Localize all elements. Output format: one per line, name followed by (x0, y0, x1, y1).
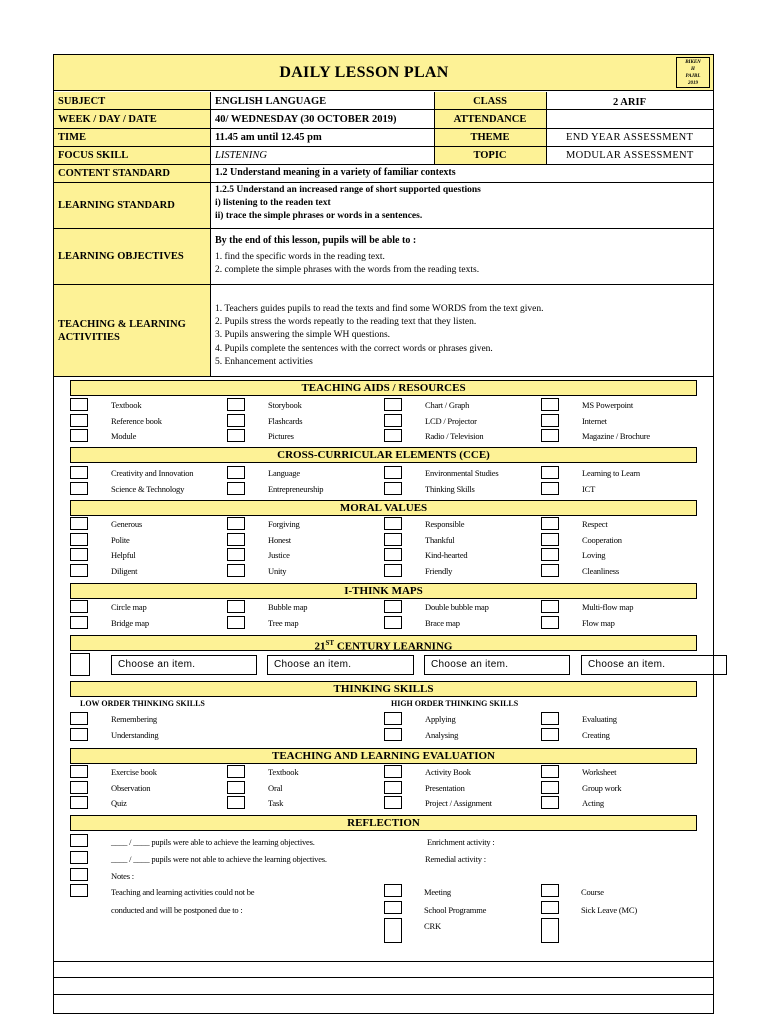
stamp-line: H (691, 67, 695, 72)
evaluation-checkbox[interactable] (70, 796, 88, 809)
evaluation-checkbox[interactable] (227, 796, 245, 809)
evaluation-checkbox[interactable] (541, 781, 559, 794)
evaluation-label: Quiz (111, 798, 127, 808)
century-choice-3[interactable]: Choose an item. (424, 655, 570, 675)
objective-line: 1. find the specific words in the reading text. (215, 252, 385, 262)
teaching-aid-label: Module (111, 431, 137, 441)
moral-value-checkbox[interactable] (70, 548, 88, 561)
learning-standard-label: LEARNING STANDARD (58, 200, 175, 211)
evaluation-label: Exercise book (111, 767, 157, 777)
ithink-map-checkbox[interactable] (541, 600, 559, 613)
topic-value: MODULAR ASSESSMENT (566, 150, 694, 161)
thinking-skills-header: THINKING SKILLS (70, 681, 697, 697)
notes-label: Notes : (111, 871, 134, 881)
thinking-skill-label: Evaluating (582, 714, 617, 724)
century-title-sup: ST (325, 639, 335, 647)
class-label: CLASS (473, 96, 507, 107)
reason-meeting: Meeting (424, 887, 451, 897)
moral-value-label: Cleanliness (582, 565, 619, 576)
ithink-map-label: Brace map (425, 617, 460, 628)
crk-checkbox[interactable] (384, 918, 402, 943)
thinking-skill-label: Applying (425, 714, 456, 724)
evaluation-label: Observation (111, 782, 151, 793)
content-standard-value: 1.2 Understand meaning in a variety of familiar contexts (215, 167, 456, 178)
cce-label: Creativity and Innovation (111, 468, 194, 478)
evaluation-header: TEACHING AND LEARNING EVALUATION (70, 748, 697, 764)
teaching-aid-label: Storybook (268, 400, 302, 410)
ithink-map-label: Tree map (268, 617, 299, 628)
evaluation-checkbox[interactable] (227, 781, 245, 794)
moral-value-label: Generous (111, 519, 142, 529)
thinking-skill-checkbox[interactable] (70, 728, 88, 741)
teaching-aid-label: Radio / Television (425, 431, 484, 441)
teaching-aid-label: MS Powerpoint (582, 400, 634, 410)
moral-value-label: Justice (268, 550, 290, 560)
cce-checkbox[interactable] (70, 466, 88, 479)
cce-checkbox[interactable] (541, 482, 559, 495)
moral-value-checkbox[interactable] (227, 564, 245, 577)
objective-line: 2. complete the simple phrases with the words from the reading texts. (215, 265, 480, 275)
moral-value-label: Honest (268, 534, 291, 545)
century-title-rest: CENTURY LEARNING (334, 640, 453, 653)
time-label: TIME (58, 132, 87, 143)
evaluation-label: Task (268, 798, 284, 808)
evaluation-checkbox[interactable] (384, 781, 402, 794)
century-title-main: 21 (314, 640, 326, 653)
evaluation-checkbox[interactable] (384, 765, 402, 778)
moral-value-checkbox[interactable] (384, 548, 402, 561)
learning-standard-text (215, 184, 481, 223)
evaluation-label: Project / Assignment (425, 798, 492, 808)
meeting-checkbox[interactable] (384, 884, 402, 897)
moral-value-checkbox[interactable] (384, 564, 402, 577)
ithink-header: I-THINK MAPS (70, 583, 697, 599)
teaching-aid-label: Chart / Graph (425, 400, 470, 410)
activity-line: 5. Enhancement activities (215, 356, 313, 367)
reason-course: Course (581, 887, 604, 897)
cce-label: ICT (582, 483, 596, 494)
teaching-aids-header: TEACHING AIDS / RESOURCES (70, 380, 697, 396)
page-title: DAILY LESSON PLAN (279, 64, 449, 81)
evaluation-label: Acting (582, 798, 604, 808)
moral-value-checkbox[interactable] (227, 548, 245, 561)
cce-checkbox[interactable] (384, 466, 402, 479)
century-choice-4[interactable]: Choose an item. (581, 655, 727, 675)
moral-value-label: Friendly (425, 565, 453, 576)
teaching-aid-checkbox[interactable] (541, 414, 559, 427)
postpone-text-1: Teaching and learning activities could not be (111, 887, 255, 897)
century-learning-header (70, 635, 697, 651)
thinking-skill-checkbox[interactable] (541, 712, 559, 725)
reflection-checkbox[interactable] (70, 868, 88, 881)
ithink-map-checkbox[interactable] (541, 616, 559, 629)
reflection-not-achieved: ____ / ____ pupils were not able to achieve the learning objectives. (111, 854, 327, 864)
teaching-aid-label: LCD / Projector (425, 415, 477, 426)
moral-value-label: Respect (582, 519, 608, 529)
teaching-aid-checkbox[interactable] (70, 414, 88, 427)
century-choice-1[interactable]: Choose an item. (111, 655, 257, 675)
moral-value-checkbox[interactable] (384, 517, 402, 530)
thinking-skill-label: Creating (582, 729, 610, 740)
teaching-aid-checkbox[interactable] (227, 429, 245, 442)
century-choice-frame (70, 653, 90, 676)
thinking-skill-checkbox[interactable] (541, 728, 559, 741)
attendance-label: ATTENDANCE (453, 114, 527, 125)
learning-standard-line: 1.2.5 Understand an increased range of short supported questions (215, 185, 481, 195)
moral-values-header: MORAL VALUES (70, 500, 697, 516)
reflection-checkbox[interactable] (70, 884, 88, 897)
activity-line: 3. Pupils answering the simple WH questions. (215, 330, 391, 341)
moral-value-label: Polite (111, 534, 130, 545)
cce-label: Environmental Studies (425, 468, 499, 478)
evaluation-label: Oral (268, 782, 283, 793)
evaluation-checkbox[interactable] (70, 781, 88, 794)
teaching-aid-label: Pictures (268, 431, 294, 441)
remedial-label: Remedial activity : (425, 854, 486, 864)
activity-line: 4. Pupils complete the sentences with the correct words or phrases given. (215, 343, 493, 354)
ithink-map-label: Double bubble map (425, 602, 489, 612)
thinking-skill-checkbox[interactable] (70, 712, 88, 725)
focus-label: FOCUS SKILL (58, 150, 129, 161)
reason-crk: CRK (424, 921, 441, 931)
cce-checkbox[interactable] (227, 466, 245, 479)
cce-checkbox[interactable] (541, 466, 559, 479)
teaching-aid-checkbox[interactable] (384, 398, 402, 411)
ithink-map-label: Bridge map (111, 617, 149, 628)
cce-label: Science & Technology (111, 483, 185, 494)
teaching-aid-label: Flashcards (268, 415, 303, 426)
moral-value-checkbox[interactable] (70, 517, 88, 530)
thinking-skill-label: Understanding (111, 729, 159, 740)
theme-value: END YEAR ASSESSMENT (566, 132, 694, 143)
ithink-map-checkbox[interactable] (70, 600, 88, 613)
ithink-map-label: Flow map (582, 617, 615, 628)
moral-value-label: Cooperation (582, 534, 622, 545)
reflection-achieved: ____ / ____ pupils were able to achieve the learning objectives. (111, 837, 315, 847)
teaching-aid-checkbox[interactable] (384, 414, 402, 427)
cce-checkbox[interactable] (384, 482, 402, 495)
ithink-map-checkbox[interactable] (227, 600, 245, 613)
cce-checkbox[interactable] (227, 482, 245, 495)
ithink-map-checkbox[interactable] (70, 616, 88, 629)
moral-value-label: Kind-hearted (425, 550, 468, 560)
teaching-aid-label: Internet (582, 415, 607, 426)
moral-value-checkbox[interactable] (70, 564, 88, 577)
evaluation-label: Presentation (425, 782, 465, 793)
objectives-list (215, 251, 479, 277)
teaching-aid-label: Textbook (111, 400, 142, 410)
reflection-header: REFLECTION (70, 815, 697, 831)
moral-value-checkbox[interactable] (541, 564, 559, 577)
moral-value-checkbox[interactable] (541, 533, 559, 546)
evaluation-label: Textbook (268, 767, 299, 777)
teaching-aid-checkbox[interactable] (227, 398, 245, 411)
activities-label-line: ACTIVITIES (58, 332, 120, 343)
thinking-skill-label: Remembering (111, 714, 157, 724)
moral-value-checkbox[interactable] (70, 533, 88, 546)
ithink-map-label: Multi-flow map (582, 602, 634, 612)
teaching-aid-label: Magazine / Brochure (582, 431, 650, 441)
activities-list (215, 303, 544, 369)
reason-school-programme: School Programme (424, 905, 487, 915)
activity-line: 1. Teachers guides pupils to read the texts and find some WORDS from the text given. (215, 304, 544, 314)
theme-label: THEME (470, 132, 510, 143)
cce-header: CROSS-CURRICULAR ELEMENTS (CCE) (70, 447, 697, 463)
teaching-aid-checkbox[interactable] (384, 429, 402, 442)
evaluation-checkbox[interactable] (70, 765, 88, 778)
low-order-label: LOW ORDER THINKING SKILLS (80, 699, 205, 708)
stamp-line: PAJBL (685, 74, 701, 79)
ithink-map-checkbox[interactable] (384, 600, 402, 613)
ithink-map-label: Circle map (111, 602, 147, 612)
week-label: WEEK / DAY / DATE (58, 114, 157, 125)
moral-value-label: Helpful (111, 550, 136, 560)
stamp-line: BIKEN (685, 60, 701, 65)
stamp-line: 2019 (688, 81, 698, 86)
time-value: 11.45 am until 12.45 pm (215, 132, 322, 143)
ithink-map-label: Bubble map (268, 602, 308, 612)
moral-value-checkbox[interactable] (227, 517, 245, 530)
cce-label: Thinking Skills (425, 483, 475, 494)
enrichment-label: Enrichment activity : (427, 837, 495, 847)
topic-label: TOPIC (473, 150, 507, 161)
teaching-aid-checkbox[interactable] (227, 414, 245, 427)
moral-value-label: Thankful (425, 534, 455, 545)
week-value: 40/ WEDNESDAY (30 OCTOBER 2019) (215, 114, 397, 125)
teaching-aid-checkbox[interactable] (541, 429, 559, 442)
reflection-checkbox[interactable] (70, 851, 88, 864)
teaching-aid-checkbox[interactable] (70, 429, 88, 442)
thinking-skill-checkbox[interactable] (384, 728, 402, 741)
school-programme-checkbox[interactable] (384, 901, 402, 914)
sick-leave-checkbox[interactable] (541, 901, 559, 914)
moral-value-checkbox[interactable] (227, 533, 245, 546)
activity-line: 2. Pupils stress the words repeatly to the reading text that they listen. (215, 317, 477, 328)
ithink-map-checkbox[interactable] (227, 616, 245, 629)
cce-label: Learning to Learn (582, 468, 640, 478)
reason-sick-leave: Sick Leave (MC) (581, 905, 638, 915)
evaluation-label: Group work (582, 782, 622, 793)
teaching-aid-label: Reference book (111, 415, 162, 426)
subject-label: SUBJECT (58, 96, 106, 107)
evaluation-checkbox[interactable] (227, 765, 245, 778)
moral-value-label: Unity (268, 565, 287, 576)
activities-label (58, 318, 186, 344)
evaluation-label: Activity Book (425, 767, 471, 777)
teaching-aid-checkbox[interactable] (70, 398, 88, 411)
objectives-intro: By the end of this lesson, pupils will be able to : (215, 235, 417, 246)
high-order-label: HIGH ORDER THINKING SKILLS (391, 699, 519, 708)
moral-value-label: Loving (582, 550, 606, 560)
cce-label: Entrepreneurship (268, 483, 324, 494)
learning-standard-line: ii) trace the simple phrases or words in a sentences. (215, 211, 423, 221)
school-stamp (676, 57, 710, 88)
evaluation-checkbox[interactable] (541, 765, 559, 778)
focus-value: LISTENING (215, 150, 267, 161)
cce-label: Language (268, 468, 300, 478)
cce-checkbox[interactable] (70, 482, 88, 495)
learning-standard-line: i) listening to the readen text (215, 198, 331, 208)
thinking-skill-label: Analysing (425, 729, 459, 740)
evaluation-checkbox[interactable] (541, 796, 559, 809)
course-checkbox[interactable] (541, 884, 559, 897)
moral-value-label: Forgiving (268, 519, 300, 529)
ithink-map-checkbox[interactable] (384, 616, 402, 629)
thinking-skill-checkbox[interactable] (384, 712, 402, 725)
content-standard-label: CONTENT STANDARD (58, 168, 170, 179)
subject-value: ENGLISH LANGUAGE (215, 96, 327, 107)
evaluation-checkbox[interactable] (384, 796, 402, 809)
century-choice-2[interactable]: Choose an item. (267, 655, 414, 675)
moral-value-checkbox[interactable] (541, 517, 559, 530)
moral-value-label: Diligent (111, 565, 138, 576)
learning-objectives-label: LEARNING OBJECTIVES (58, 251, 184, 262)
class-value: 2 ARIF (613, 97, 646, 108)
extra-checkbox[interactable] (541, 918, 559, 943)
postpone-text-2: conducted and will be postponed due to : (111, 905, 243, 915)
moral-value-checkbox[interactable] (541, 548, 559, 561)
reflection-checkbox[interactable] (70, 834, 88, 847)
moral-value-checkbox[interactable] (384, 533, 402, 546)
teaching-aid-checkbox[interactable] (541, 398, 559, 411)
evaluation-label: Worksheet (582, 767, 617, 777)
activities-label-line: TEACHING & LEARNING (58, 319, 186, 330)
moral-value-label: Responsible (425, 519, 465, 529)
